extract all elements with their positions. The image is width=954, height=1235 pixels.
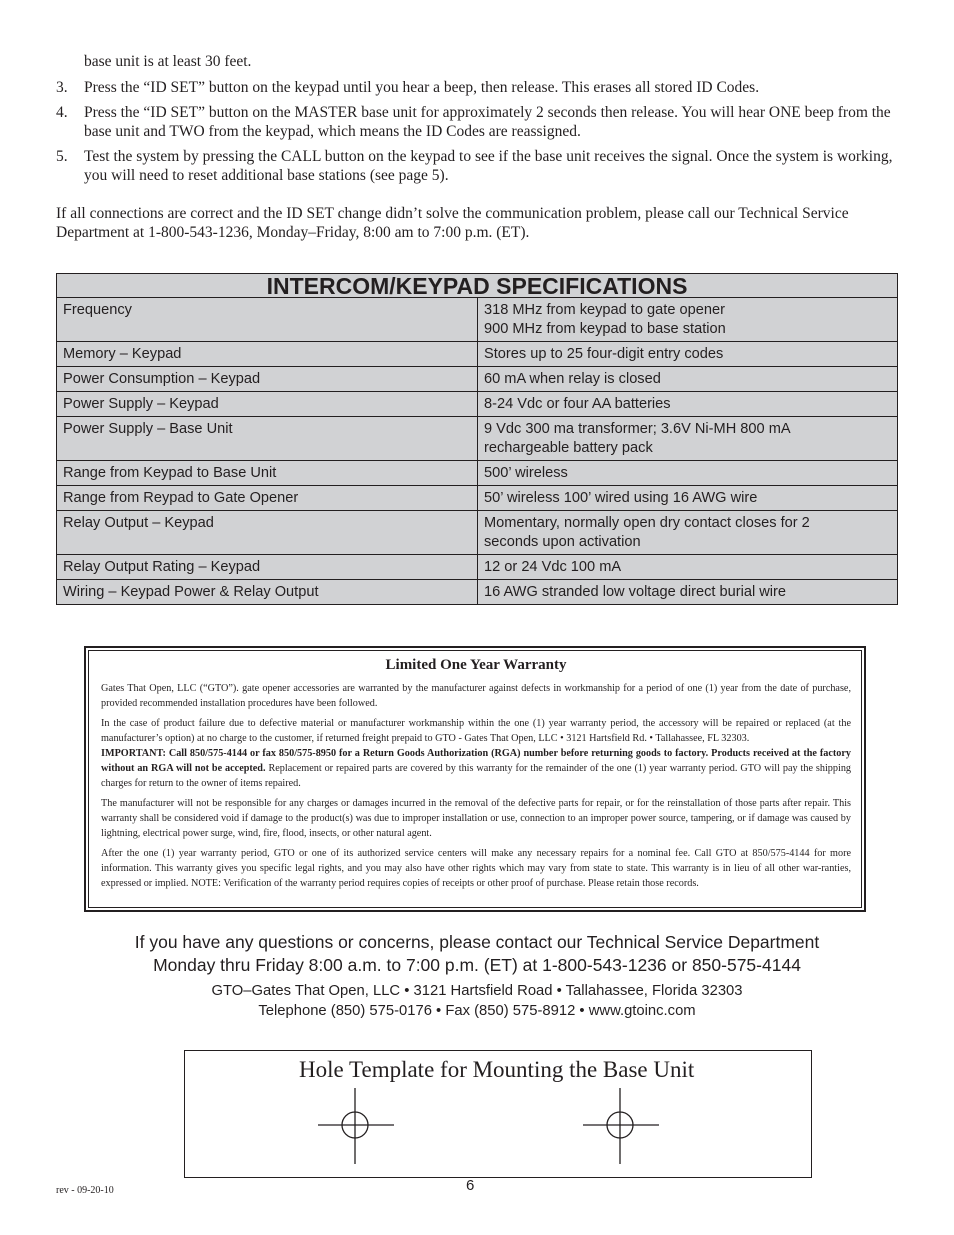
spec-value: 12 or 24 Vdc 100 mA: [478, 555, 898, 580]
spec-label: Power Consumption – Keypad: [57, 367, 478, 392]
step-item: [56, 103, 906, 141]
hole-template-box: [184, 1050, 812, 1178]
warranty-inner-frame: [88, 650, 862, 908]
table-row: [57, 417, 898, 461]
step-text: Press the “ID SET” button on the keypad until you hear a beep, then release. This erases all stored ID Codes.: [84, 79, 760, 96]
contact-notice: [0, 931, 954, 977]
contact-line: Monday thru Friday 8:00 a.m. to 7:00 p.m. (ET) at 1-800-543-1236 or 850-575-4144: [153, 955, 801, 975]
table-row: [57, 580, 898, 605]
warranty-box: [84, 646, 866, 912]
warranty-text: Replacement or repaired parts are covered by this warranty for the remainder of the one (1) year warranty period. GTO will pay the shipping charges for return to the owner of items repaired.: [101, 763, 852, 789]
step-item: [56, 147, 906, 185]
warranty-paragraph: The manufacturer will not be responsible for any charges or damages incurred in the removal of the defective parts for repair, or for the reinstallation of those parts after repair. This warranty shall be considered void if damage to the product(s) was due to improper installation or use, connection to an improper power source, tampering, or if damage was caused by lightning, electrical power surge, wind, fire, flood, insects, or other natural agent.: [101, 798, 851, 839]
spec-label: Wiring – Keypad Power & Relay Output: [57, 580, 478, 605]
spec-label: Frequency: [57, 298, 478, 342]
step-text: Test the system by pressing the CALL button on the keypad to see if the base unit receives the signal. Once the system is working, you will need to reset additional base stations (see page 5).: [84, 148, 893, 184]
warranty-important-text: IMPORTANT: Call 850/575-4144 or fax 850/575-8950 for a Return Goods Authorization (RGA) number before returning goods to factory. Products received at the factory without an RGA will not be accepted.: [101, 748, 851, 774]
spec-label: Power Supply – Keypad: [57, 392, 478, 417]
spec-label: Range from Reypad to Gate Opener: [57, 486, 478, 511]
intro-continuation: base unit is at least 30 feet.: [84, 53, 252, 70]
specifications-title: INTERCOM/KEYPAD SPECIFICATIONS: [57, 274, 898, 298]
table-row: [57, 486, 898, 511]
step-text: Press the “ID SET” button on the MASTER base unit for approximately 2 seconds then release. You will hear ONE beep from the base unit and TWO from the keypad, which means the ID Codes are reassigned.: [84, 104, 891, 140]
table-row: [57, 461, 898, 486]
step-number: 5.: [56, 148, 68, 165]
crosshair-icon: [318, 1088, 394, 1164]
revision-date: rev - 09-20-10: [56, 1185, 114, 1196]
warranty-paragraph: After the one (1) year warranty period, GTO or one of its authorized service centers will make any necessary repairs for a nominal fee. Call GTO at 850/575-4144 for more information. This warranty gives you specific legal rights, and you may also have other rights which may vary from state to state. This warranty is in lieu of all other war-ranties, expressed or implied. NOTE: Verification of the warranty period requires copies of receipts or other proof of purchase. Please retain those records.: [101, 848, 851, 889]
crosshair-icon: [583, 1088, 659, 1164]
spec-value: 500’ wireless: [478, 461, 898, 486]
spec-label: Range from Keypad to Base Unit: [57, 461, 478, 486]
warranty-paragraph: [101, 716, 851, 791]
steps-list: [56, 78, 906, 191]
table-row: [57, 555, 898, 580]
spec-label: Power Supply – Base Unit: [57, 417, 478, 461]
spec-value: 9 Vdc 300 ma transformer; 3.6V Ni-MH 800 mA rechargeable battery pack: [478, 417, 898, 461]
company-info: [0, 981, 954, 1021]
company-address: GTO–Gates That Open, LLC • 3121 Hartsfield Road • Tallahassee, Florida 32303: [211, 983, 743, 999]
table-row: [57, 298, 898, 342]
spec-value: 50’ wireless 100’ wired using 16 AWG wire: [478, 486, 898, 511]
contact-line: If you have any questions or concerns, please contact our Technical Service Department: [134, 932, 820, 952]
spec-label: Relay Output Rating – Keypad: [57, 555, 478, 580]
spec-label: Relay Output – Keypad: [57, 511, 478, 555]
spec-value: 16 AWG stranded low voltage direct burial wire: [478, 580, 898, 605]
step-number: 4.: [56, 104, 68, 121]
table-row: [57, 342, 898, 367]
step-number: 3.: [56, 79, 68, 96]
hole-template-title: Hole Template for Mounting the Base Unit: [299, 1057, 695, 1082]
warranty-paragraph: Gates That Open, LLC (“GTO”). gate opener accessories are warranted by the manufacturer against defects in workmanship for a period of one (1) year from the date of purchase, provided recommended installation procedures have been followed.: [101, 683, 851, 709]
page-number: 6: [466, 1177, 475, 1194]
spec-value: Momentary, normally open dry contact closes for 2 seconds upon activation: [478, 511, 898, 555]
closing-paragraph: If all connections are correct and the ID SET change didn’t solve the communication problem, please call our Technical Service Department at 1-800-543-1236, Monday–Friday, 8:00 am to 7:00 p.m. (ET).: [56, 205, 849, 241]
table-row: [57, 367, 898, 392]
company-phones: Telephone (850) 575-0176 • Fax (850) 575-8912 • www.gtoinc.com: [258, 1003, 696, 1019]
spec-value: Stores up to 25 four-digit entry codes: [478, 342, 898, 367]
table-row: [57, 511, 898, 555]
spec-value: 60 mA when relay is closed: [478, 367, 898, 392]
spec-value: 8-24 Vdc or four AA batteries: [478, 392, 898, 417]
warranty-title: Limited One Year Warranty: [385, 657, 567, 673]
specifications-table: [56, 273, 898, 605]
spec-label: Memory – Keypad: [57, 342, 478, 367]
warranty-text: In the case of product failure due to defective material or manufacturer workmanship within the one (1) year warranty period, the accessory will be repaired or replaced (at the manufacturer’s option) at no charge to the customer, if returned freight prepaid to GTO - Gates That Open, LLC • 3121 Hartsfield Rd. • Tallahassee, FL 32303.: [101, 718, 851, 744]
table-row: [57, 392, 898, 417]
spec-value: 318 MHz from keypad to gate opener 900 MHz from keypad to base station: [478, 298, 898, 342]
step-item: [56, 78, 906, 97]
